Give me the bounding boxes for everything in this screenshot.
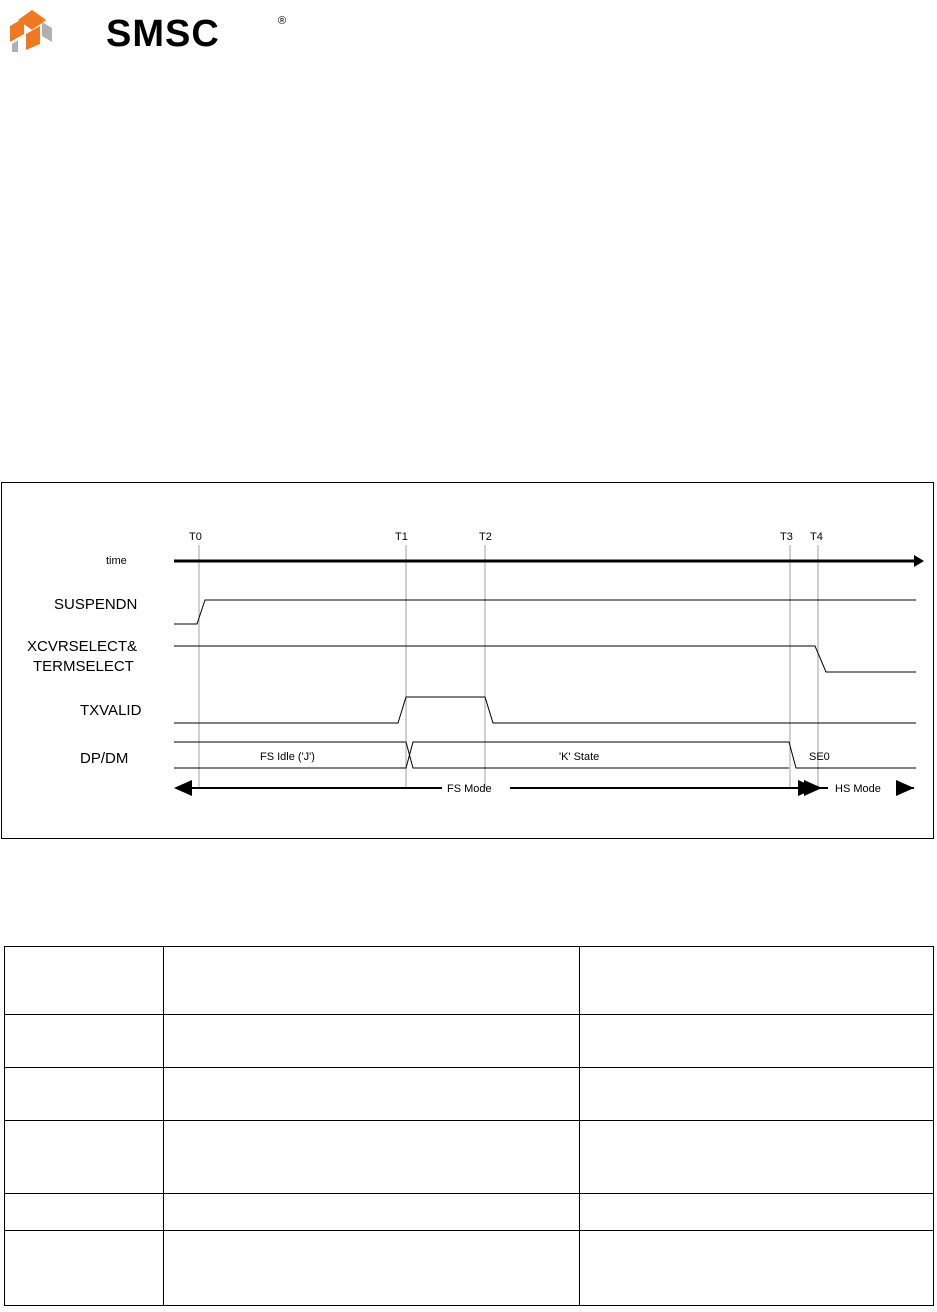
table-cell: [5, 1068, 164, 1121]
table-row: [5, 1015, 934, 1068]
time-marker-t2: T2: [479, 531, 492, 543]
table-cell: [164, 1015, 580, 1068]
registered-mark: ®: [278, 15, 287, 27]
xcvrselect-waveform: [174, 646, 916, 672]
table-cell: [164, 1068, 580, 1121]
state-k: 'K' State: [559, 751, 600, 763]
table-cell: [580, 1231, 934, 1306]
mode-hs: HS Mode: [835, 783, 881, 795]
table-cell: [580, 1015, 934, 1068]
table-row: [5, 1121, 934, 1194]
signal-label-txvalid: TXVALID: [80, 702, 142, 719]
time-marker-t3: T3: [780, 531, 793, 543]
brand-wordmark: SMSC: [106, 13, 220, 54]
table-cell: [164, 1194, 580, 1231]
state-se0: SE0: [809, 751, 830, 763]
table-row: [5, 1231, 934, 1306]
table-cell: [5, 1194, 164, 1231]
table-row: [5, 1068, 934, 1121]
table-cell: [164, 1231, 580, 1306]
time-marker-t4: T4: [810, 531, 823, 543]
table-cell: [580, 947, 934, 1015]
signal-label-suspendn: SUSPENDN: [54, 596, 138, 613]
txvalid-waveform: [174, 697, 916, 723]
table-cell: [5, 1231, 164, 1306]
table-cell: [5, 1121, 164, 1194]
table-cell: [580, 1121, 934, 1194]
table-cell: [580, 1194, 934, 1231]
suspendn-waveform: [174, 600, 916, 624]
mode-fs: FS Mode: [447, 783, 492, 795]
signal-label-xcvrselect: XCVRSELECT&: [27, 638, 138, 655]
smsc-logo-mark-icon: [4, 4, 304, 54]
time-marker-t0: T0: [189, 531, 202, 543]
table-row: [5, 1194, 934, 1231]
timing-diagram: [1, 482, 934, 839]
time-marker-t1: T1: [395, 531, 408, 543]
table-cell: [580, 1068, 934, 1121]
table-row: [5, 947, 934, 1015]
table-cell: [5, 947, 164, 1015]
table-cell: [5, 1015, 164, 1068]
signal-label-time: time: [106, 555, 127, 567]
timing-diagram-canvas: [2, 483, 935, 840]
signal-label-termselect: TERMSELECT: [33, 658, 134, 675]
smsc-logo: [4, 4, 304, 54]
time-axis-arrow-icon: [914, 555, 924, 567]
state-fs-idle: FS Idle ('J'): [260, 751, 315, 763]
table-cell: [164, 947, 580, 1015]
signal-label-dpdm: DP/DM: [80, 750, 129, 767]
table-cell: [164, 1121, 580, 1194]
timing-table: [4, 946, 934, 1306]
